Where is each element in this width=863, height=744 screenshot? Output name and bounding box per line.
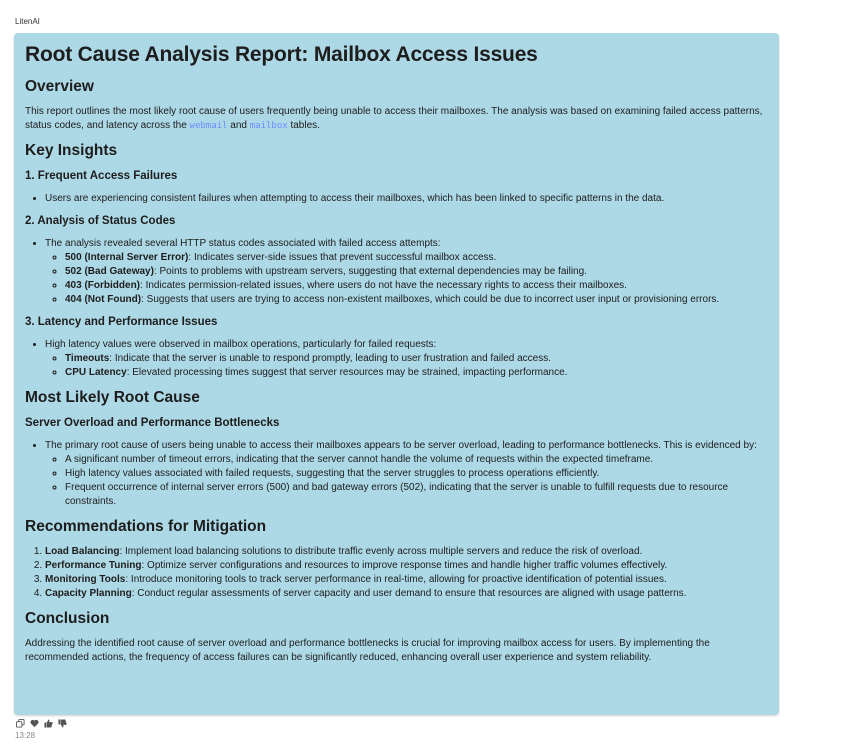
message-timestamp: 13:28 xyxy=(15,731,36,740)
thumbs-down-icon[interactable] xyxy=(58,719,67,728)
overview-paragraph: This report outlines the most likely root cause of users frequently being unable to access their mailboxes. The analysis was based on examining failed access patterns, status codes, and latency across the webmail and mailbox tables. xyxy=(25,106,763,131)
list-item: • The analysis revealed several HTTP status codes associated with failed access attempts: ◦ 500 (Internal Server Error): Indicates server-side issues that prevent successful mailbox access. ◦ 502 (Bad Gateway): Points to problems with upstream servers, suggesting that external dependencies may be failing. ◦ 403 (Forbidden): Indicates permission-related issues, where users do not have the necessary rights to access their mailboxes. ◦ 404 (Not Found): Suggests that users are trying to access non-existent mailboxes, which could be due to incorrect user input or provisioning errors. xyxy=(45,237,768,307)
insight-1-heading: 1. Frequent Access Failures xyxy=(25,170,178,182)
insight-2-heading: 2. Analysis of Status Codes xyxy=(25,215,176,227)
conclusion-heading: Conclusion xyxy=(25,610,110,627)
list-item: ◦ A significant number of timeout errors, indicating that the server cannot handle the volume of requests within the expected timeframe. xyxy=(65,453,768,467)
recommendations-heading: Recommendations for Mitigation xyxy=(25,518,267,535)
overview-heading: Overview xyxy=(25,78,94,95)
report-title: Root Cause Analysis Report: Mailbox Access Issues xyxy=(25,43,538,66)
insight-1-list xyxy=(25,192,768,206)
copy-icon[interactable] xyxy=(16,719,25,728)
root-cause-heading: Most Likely Root Cause xyxy=(25,389,200,406)
list-item: ◦ 403 (Forbidden): Indicates permission-related issues, where users do not have the necessary rights to access their mailboxes. xyxy=(65,279,768,293)
sender-name: LitenAI xyxy=(15,17,40,26)
list-item: ◦ Timeouts: Indicate that the server is unable to respond promptly, leading to user frustration and failed access. xyxy=(65,352,768,366)
heart-icon[interactable] xyxy=(30,719,39,728)
message-bubble xyxy=(14,33,779,715)
key-insights-heading: Key Insights xyxy=(25,142,118,159)
list-item: • Users are experiencing consistent failures when attempting to access their mailboxes, which has been linked to specific patterns in the data. xyxy=(45,192,768,206)
list-item: ◦ 500 (Internal Server Error): Indicates server-side issues that prevent successful mailbox access. xyxy=(65,251,768,265)
code-mailbox: mailbox xyxy=(249,121,288,131)
list-item: ◦ 502 (Bad Gateway): Points to problems with upstream servers, suggesting that external dependencies may be failing. xyxy=(65,265,768,279)
list-item: 3. Monitoring Tools: Introduce monitoring tools to track server performance in real-time, allowing for proactive identification of potential issues. xyxy=(45,573,768,587)
code-webmail: webmail xyxy=(189,121,228,131)
list-item: ◦ High latency values associated with failed requests, suggesting that the server struggles to process operations efficiently. xyxy=(65,467,768,481)
root-cause-list xyxy=(25,439,768,509)
recommendations-list xyxy=(25,545,768,601)
conclusion-paragraph: Addressing the identified root cause of server overload and performance bottlenecks is crucial for improving mailbox access for users. By implementing the recommended actions, the frequency of access failures can be significantly reduced, enhancing overall user experience and system reliability. xyxy=(25,638,710,663)
list-item: ◦ CPU Latency: Elevated processing times suggest that server resources may be strained, impacting performance. xyxy=(65,366,768,380)
list-item: 2. Performance Tuning: Optimize server configurations and resources to improve response times and handle higher traffic volumes effectively. xyxy=(45,559,768,573)
list-item: ◦ Frequent occurrence of internal server errors (500) and bad gateway errors (502), indicating that the server is unable to fulfill requests due to resource constraints. xyxy=(65,481,768,509)
insight-2-list xyxy=(25,237,768,307)
list-item: • High latency values were observed in mailbox operations, particularly for failed requests: ◦ Timeouts: Indicate that the server is unable to respond promptly, leading to user frustration and failed access. ◦ CPU Latency: Elevated processing times suggest that server resources may be strained, impacting performance. xyxy=(45,338,768,380)
root-cause-subheading: Server Overload and Performance Bottlenecks xyxy=(25,417,280,429)
thumbs-up-icon[interactable] xyxy=(44,719,53,728)
list-item: ◦ 404 (Not Found): Suggests that users are trying to access non-existent mailboxes, which could be due to incorrect user input or provisioning errors. xyxy=(65,293,768,307)
message-actions xyxy=(16,719,67,728)
list-item: 1. Load Balancing: Implement load balancing solutions to distribute traffic evenly across multiple servers and reduce the risk of overload. xyxy=(45,545,768,559)
list-item: • The primary root cause of users being unable to access their mailboxes appears to be server overload, leading to performance bottlenecks. This is evidenced by: ◦ A significant number of timeout errors, indicating that the server cannot handle the volume of requests within the expected timeframe. ◦ High latency values associated with failed requests, suggesting that the server struggles to process operations efficiently. ◦ Frequent occurrence of internal server errors (500) and bad gateway errors (502), indicating that the server is unable to fulfill requests due to resource constraints. xyxy=(45,439,768,509)
insight-3-list xyxy=(25,338,768,380)
list-item: 4. Capacity Planning: Conduct regular assessments of server capacity and user demand to ensure that resources are aligned with usage patterns. xyxy=(45,587,768,601)
insight-3-heading: 3. Latency and Performance Issues xyxy=(25,316,218,328)
